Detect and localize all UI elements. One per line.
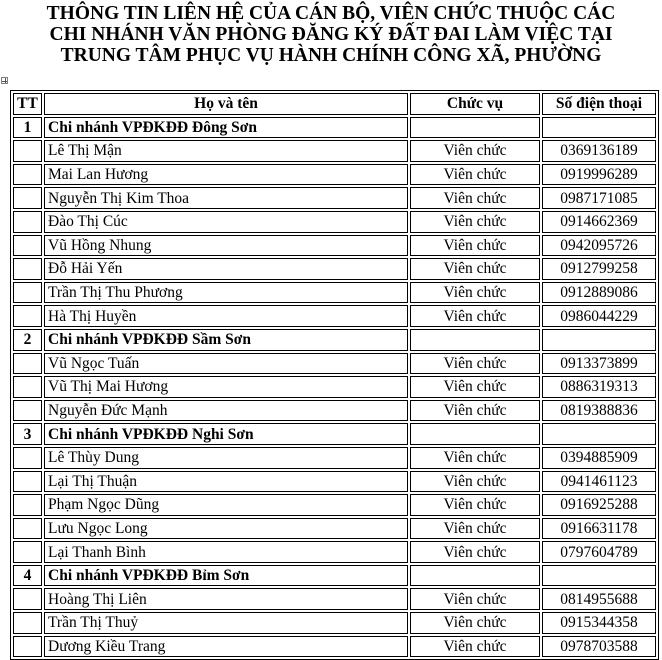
row-number: [13, 636, 42, 658]
person-name: Lại Thanh Bình: [44, 541, 408, 563]
table-row: [13, 400, 656, 422]
row-number: [13, 140, 42, 162]
table-row: [13, 140, 656, 162]
role-cell: Viên chức: [410, 235, 540, 257]
person-name: Đỗ Hải Yến: [44, 258, 408, 280]
role-cell: Viên chức: [410, 612, 540, 634]
phone-cell: 0814955688: [542, 588, 656, 610]
table-row: [13, 282, 656, 304]
table-row: [13, 636, 656, 658]
role-cell: Viên chức: [410, 258, 540, 280]
table-row: [13, 305, 656, 327]
role-cell: Viên chức: [410, 187, 540, 209]
role-cell: Viên chức: [410, 164, 540, 186]
person-name: Lê Thị Mận: [44, 140, 408, 162]
phone-cell: 0913373899: [542, 353, 656, 375]
person-name: Vũ Ngọc Tuấn: [44, 353, 408, 375]
row-number: [13, 187, 42, 209]
branch-name: Chi nhánh VPĐKĐĐ Bỉm Sơn: [44, 565, 408, 587]
person-name: Mai Lan Hương: [44, 164, 408, 186]
person-name: Hà Thị Huyền: [44, 305, 408, 327]
branch-name: Chi nhánh VPĐKĐĐ Đông Sơn: [44, 117, 408, 139]
table-row: [13, 447, 656, 469]
table-row: [13, 258, 656, 280]
title-line: CHI NHÁNH VĂN PHÒNG ĐĂNG KÝ ĐẤT ĐAI LÀM VIỆC TẠI: [49, 24, 613, 45]
row-number: 1: [13, 117, 42, 139]
header-tt: TT: [13, 93, 42, 115]
person-name: Dương Kiều Trang: [44, 636, 408, 658]
phone-cell: 0987171085: [542, 187, 656, 209]
row-number: [13, 588, 42, 610]
person-name: Vũ Hồng Nhung: [44, 235, 408, 257]
phone-cell: 0797604789: [542, 541, 656, 563]
role-cell: [410, 565, 540, 587]
row-number: [13, 447, 42, 469]
contacts-table: [10, 90, 659, 660]
document-title: [0, 3, 662, 66]
row-number: [13, 471, 42, 493]
role-cell: Viên chức: [410, 211, 540, 233]
phone-cell: 0942095726: [542, 235, 656, 257]
row-number: [13, 235, 42, 257]
role-cell: Viên chức: [410, 541, 540, 563]
branch-name: Chi nhánh VPĐKĐĐ Nghi Sơn: [44, 423, 408, 445]
phone-cell: 0912799258: [542, 258, 656, 280]
row-number: [13, 376, 42, 398]
person-name: Hoàng Thị Liên: [44, 588, 408, 610]
row-number: [13, 211, 42, 233]
phone-cell: [542, 423, 656, 445]
header-role: Chức vụ: [410, 93, 540, 115]
phone-cell: 0914662369: [542, 211, 656, 233]
phone-cell: 0369136189: [542, 140, 656, 162]
row-number: [13, 400, 42, 422]
role-cell: Viên chức: [410, 376, 540, 398]
table-row: [13, 494, 656, 516]
person-name: Lưu Ngọc Long: [44, 518, 408, 540]
row-number: [13, 282, 42, 304]
phone-cell: 0986044229: [542, 305, 656, 327]
role-cell: Viên chức: [410, 305, 540, 327]
person-name: Phạm Ngọc Dũng: [44, 494, 408, 516]
table-row: [13, 612, 656, 634]
person-name: Trần Thị Thuỷ: [44, 612, 408, 634]
row-number: [13, 353, 42, 375]
table-move-handle-icon[interactable]: [1, 77, 8, 84]
row-number: 4: [13, 565, 42, 587]
role-cell: Viên chức: [410, 353, 540, 375]
phone-cell: 0916631178: [542, 518, 656, 540]
phone-cell: 0819388836: [542, 400, 656, 422]
table-row: [13, 376, 656, 398]
phone-cell: [542, 565, 656, 587]
table-row: [13, 235, 656, 257]
branch-row: [13, 423, 656, 445]
branch-name: Chi nhánh VPĐKĐĐ Sầm Sơn: [44, 329, 408, 351]
row-number: [13, 541, 42, 563]
branch-row: [13, 117, 656, 139]
role-cell: [410, 117, 540, 139]
table-row: [13, 541, 656, 563]
table-row: [13, 211, 656, 233]
row-number: [13, 612, 42, 634]
phone-cell: 0916925288: [542, 494, 656, 516]
table-row: [13, 187, 656, 209]
person-name: Vũ Thị Mai Hương: [44, 376, 408, 398]
title-line: TRUNG TÂM PHỤC VỤ HÀNH CHÍNH CÔNG XÃ, PHƯỜNG: [60, 45, 602, 66]
table-row: [13, 164, 656, 186]
person-name: Nguyễn Thị Kim Thoa: [44, 187, 408, 209]
role-cell: Viên chức: [410, 140, 540, 162]
table-row: [13, 588, 656, 610]
branch-row: [13, 329, 656, 351]
role-cell: Viên chức: [410, 494, 540, 516]
row-number: [13, 494, 42, 516]
person-name: Lê Thùy Dung: [44, 447, 408, 469]
person-name: Nguyễn Đức Mạnh: [44, 400, 408, 422]
table-row: [13, 518, 656, 540]
person-name: Lại Thị Thuận: [44, 471, 408, 493]
row-number: [13, 305, 42, 327]
phone-cell: 0912889086: [542, 282, 656, 304]
role-cell: Viên chức: [410, 588, 540, 610]
branch-row: [13, 565, 656, 587]
phone-cell: 0394885909: [542, 447, 656, 469]
phone-cell: 0941461123: [542, 471, 656, 493]
role-cell: Viên chức: [410, 447, 540, 469]
role-cell: [410, 329, 540, 351]
header-phone: Số điện thoại: [542, 93, 656, 115]
role-cell: Viên chức: [410, 282, 540, 304]
title-line: THÔNG TIN LIÊN HỆ CỦA CÁN BỘ, VIÊN CHỨC THUỘC CÁC: [46, 3, 616, 24]
row-number: [13, 518, 42, 540]
phone-cell: 0915344358: [542, 612, 656, 634]
role-cell: Viên chức: [410, 471, 540, 493]
row-number: [13, 164, 42, 186]
header-name: Họ và tên: [44, 93, 408, 115]
person-name: Đào Thị Cúc: [44, 211, 408, 233]
table-row: [13, 471, 656, 493]
role-cell: Viên chức: [410, 636, 540, 658]
row-number: [13, 258, 42, 280]
phone-cell: 0919996289: [542, 164, 656, 186]
phone-cell: [542, 329, 656, 351]
table-header-row: [13, 93, 656, 115]
role-cell: Viên chức: [410, 400, 540, 422]
table-row: [13, 353, 656, 375]
role-cell: [410, 423, 540, 445]
row-number: 2: [13, 329, 42, 351]
person-name: Trần Thị Thu Phương: [44, 282, 408, 304]
phone-cell: [542, 117, 656, 139]
role-cell: Viên chức: [410, 518, 540, 540]
phone-cell: 0978703588: [542, 636, 656, 658]
row-number: 3: [13, 423, 42, 445]
phone-cell: 0886319313: [542, 376, 656, 398]
